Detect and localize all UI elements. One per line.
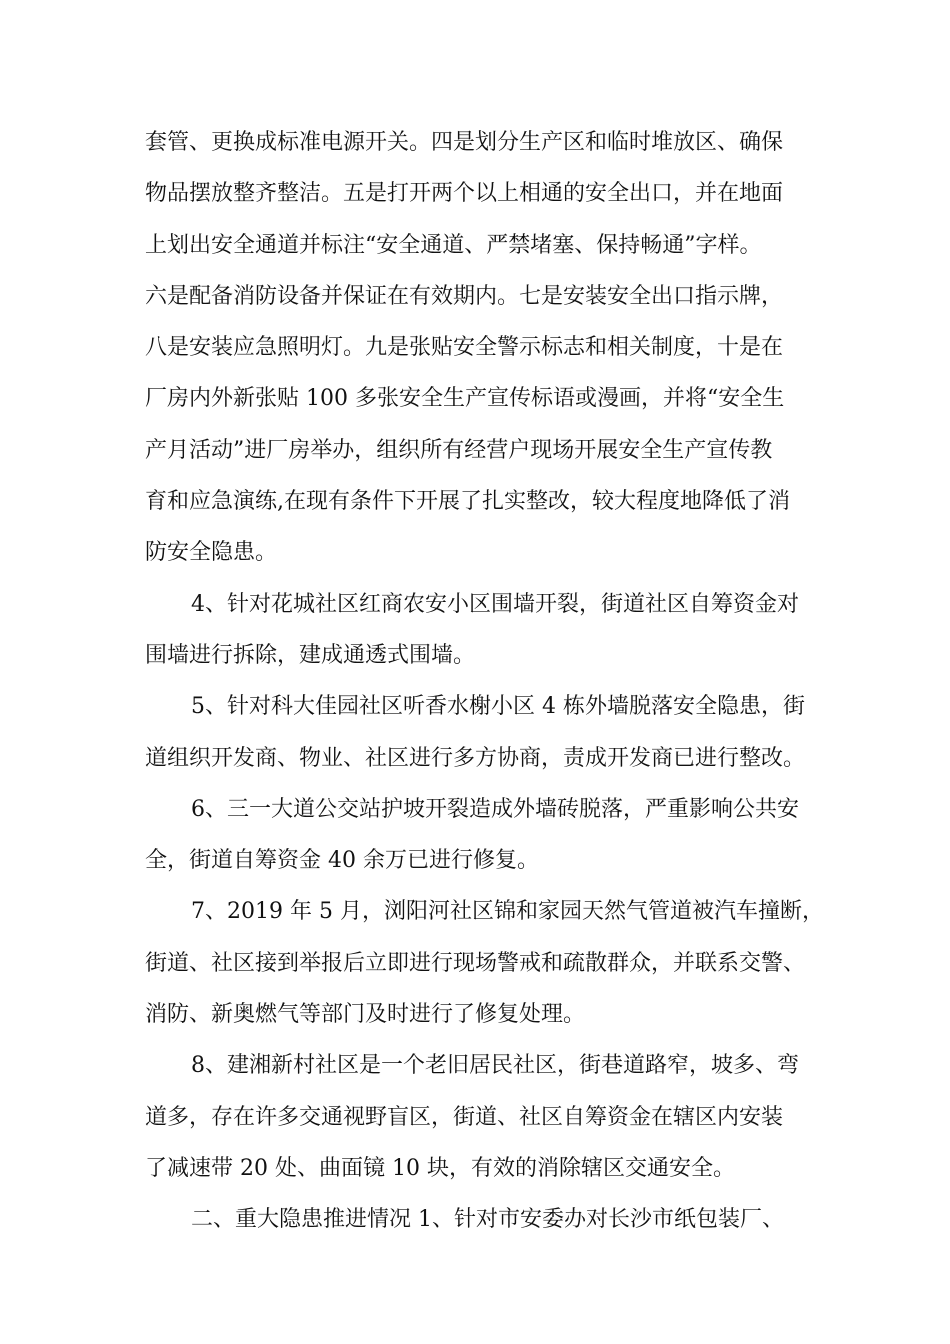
paragraph-start-line: 6、三一大道公交站护坡开裂造成外墙砖脱落，严重影响公共安 — [191, 796, 799, 822]
text-line: 厂房内外新张贴 100 多张安全生产宣传标语或漫画，并将“安全生 — [145, 386, 785, 412]
text-line: 上划出安全通道并标注“安全通道、严禁堵塞、保持畅通”字样。 — [145, 232, 762, 258]
text-line: 围墙进行拆除，建成通透式围墙。 — [145, 642, 476, 668]
body-text — [145, 117, 825, 1246]
section-heading-line: 二、重大隐患推进情况 1、针对市安委办对长沙市纸包装厂、 — [191, 1207, 784, 1233]
text-line: 育和应急演练,在现有条件下开展了扎实整改，较大程度地降低了消 — [145, 489, 790, 515]
text-line: 消防、新奥燃气等部门及时进行了修复处理。 — [145, 1002, 586, 1028]
text-line: 八是安装应急照明灯。九是张贴安全警示标志和相关制度，十是在 — [145, 335, 784, 361]
text-line: 套管、更换成标准电源开关。四是划分生产区和临时堆放区、确保 — [145, 130, 784, 155]
text-line: 了减速带 20 处、曲面镜 10 块，有效的消除辖区交通安全。 — [145, 1155, 735, 1181]
text-line: 六是配备消防设备并保证在有效期内。七是安装安全出口指示牌， — [145, 283, 784, 309]
text-line: 防安全隐患。 — [145, 540, 278, 566]
text-line: 全，街道自筹资金 40 余万已进行修复。 — [145, 848, 539, 874]
text-line: 道组织开发商、物业、社区进行多方协商，责成开发商已进行整改。 — [145, 745, 806, 771]
text-line: 物品摆放整齐整洁。五是打开两个以上相通的安全出口，并在地面 — [145, 181, 784, 207]
paragraph-start-line: 8、建湘新村社区是一个老旧居民社区，街巷道路窄，坡多、弯 — [191, 1053, 799, 1079]
text-line: 街道、社区接到举报后立即进行现场警戒和疏散群众，并联系交警、 — [145, 950, 806, 976]
text-line: 产月活动”进厂房举办，组织所有经营户现场开展安全生产宣传教 — [145, 437, 773, 463]
text-line: 道多，存在许多交通视野盲区，街道、社区自筹资金在辖区内安装 — [145, 1104, 784, 1130]
paragraph-start-line: 4、针对花城社区红商农安小区围墙开裂，街道社区自筹资金对 — [191, 591, 799, 617]
paragraph-start-line: 7、2019 年 5 月，浏阳河社区锦和家园天然气管道被汽车撞断， — [191, 899, 824, 925]
paragraph-start-line: 5、针对科大佳园社区听香水榭小区 4 栋外墙脱落安全隐患，街 — [191, 694, 805, 720]
